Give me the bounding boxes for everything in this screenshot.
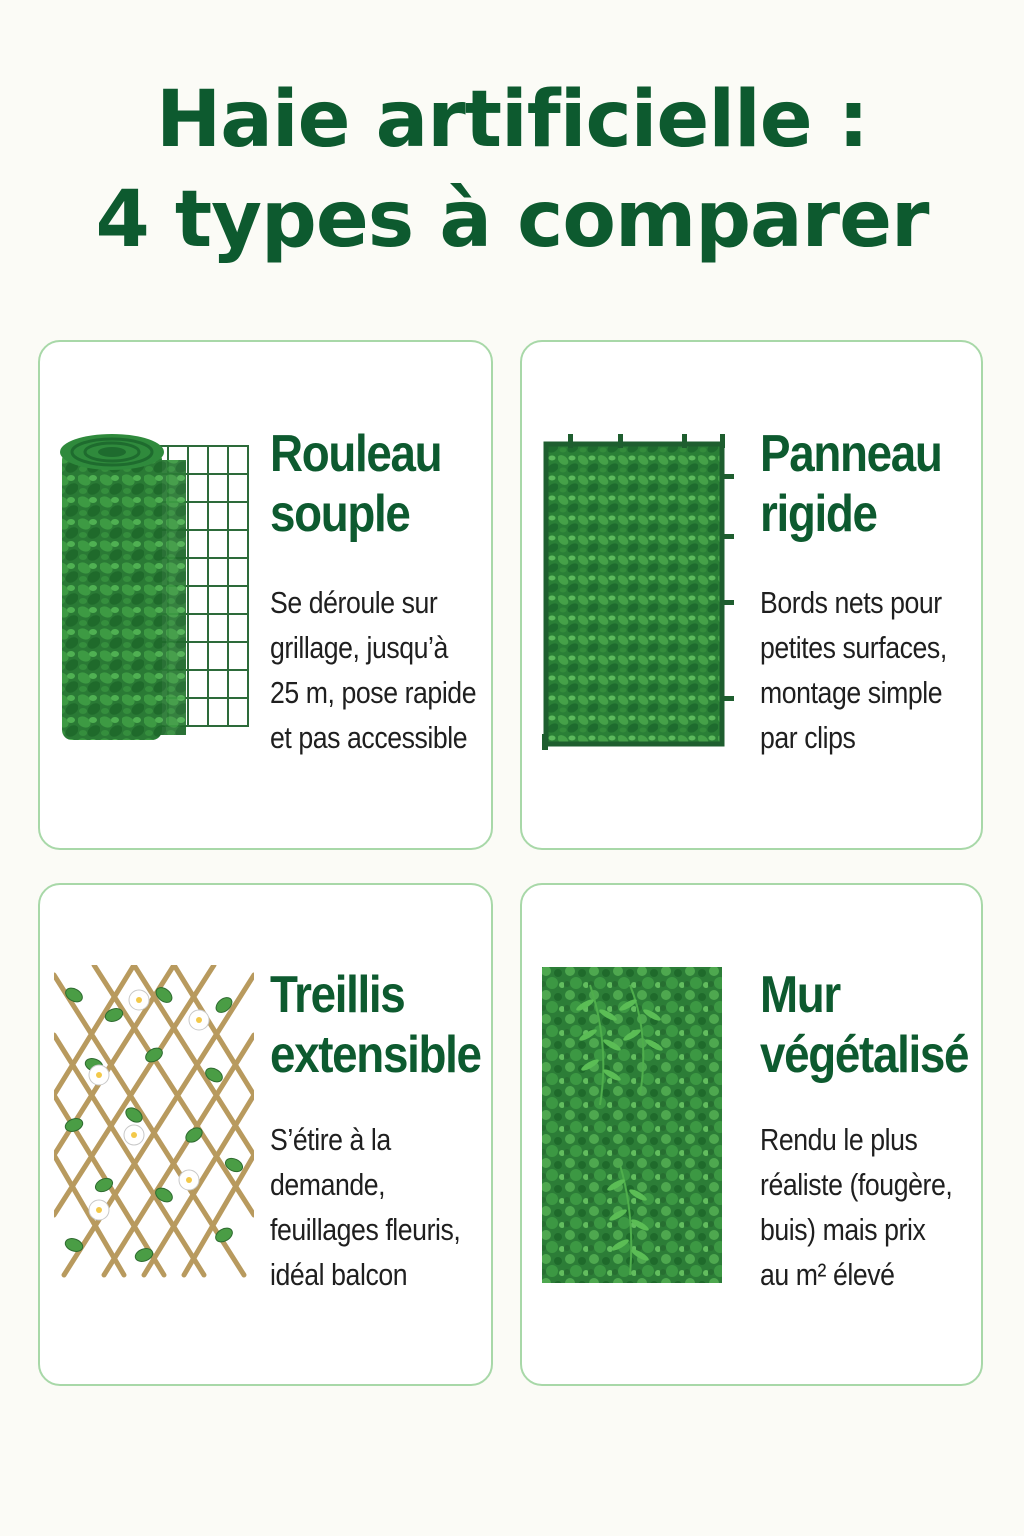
card-description-line: par clips bbox=[760, 720, 856, 755]
card-description-line: réaliste (fougère, bbox=[760, 1167, 953, 1202]
card-description-line: idéal balcon bbox=[270, 1257, 408, 1292]
card-description bbox=[760, 580, 947, 760]
card-description-line: et pas accessible bbox=[270, 720, 468, 755]
card-heading bbox=[760, 424, 941, 544]
card-heading-line-2: extensible bbox=[270, 1026, 481, 1084]
card-description-line: Bords nets pour bbox=[760, 585, 942, 620]
page-title-line-1: Haie artificielle : bbox=[155, 75, 869, 165]
card-heading-line-1: Panneau bbox=[760, 425, 942, 483]
card-description bbox=[760, 1117, 952, 1297]
page-title-line-2: 4 types à comparer bbox=[95, 175, 929, 265]
card-description-line: S’étire à la bbox=[270, 1122, 391, 1157]
card-description-line: montage simple bbox=[760, 675, 943, 710]
card-description-line: au m² élevé bbox=[760, 1257, 895, 1292]
card-treillis-extensible bbox=[38, 883, 493, 1386]
card-description-line: Rendu le plus bbox=[760, 1122, 918, 1157]
card-description-line: buis) mais prix bbox=[760, 1212, 926, 1247]
card-description bbox=[270, 580, 476, 760]
card-heading-line-1: Rouleau bbox=[270, 425, 442, 483]
card-rouleau-souple bbox=[38, 340, 493, 850]
card-heading-line-1: Mur bbox=[760, 966, 840, 1024]
card-heading-line-1: Treillis bbox=[270, 966, 405, 1024]
card-description bbox=[270, 1117, 460, 1297]
card-heading-line-2: végétalisé bbox=[760, 1026, 969, 1084]
page-title bbox=[0, 70, 1024, 270]
rolled-hedge-illustration bbox=[56, 430, 256, 750]
card-description-line: feuillages fleuris, bbox=[270, 1212, 461, 1247]
card-heading-line-2: souple bbox=[270, 485, 410, 543]
trellis-illustration bbox=[54, 965, 254, 1285]
rigid-panel-illustration bbox=[538, 434, 738, 754]
card-heading-line-2: rigide bbox=[760, 485, 877, 543]
green-wall-illustration bbox=[540, 965, 740, 1285]
card-panneau-rigide bbox=[520, 340, 983, 850]
card-description-line: demande, bbox=[270, 1167, 386, 1202]
card-description-line: Se déroule sur bbox=[270, 585, 438, 620]
card-description-line: 25 m, pose rapide bbox=[270, 675, 477, 710]
card-description-line: petites surfaces, bbox=[760, 630, 947, 665]
card-description-line: grillage, jusqu’à bbox=[270, 630, 448, 665]
card-heading bbox=[270, 424, 441, 544]
card-mur-vegetalise bbox=[520, 883, 983, 1386]
card-heading bbox=[760, 965, 968, 1085]
card-heading bbox=[270, 965, 481, 1085]
